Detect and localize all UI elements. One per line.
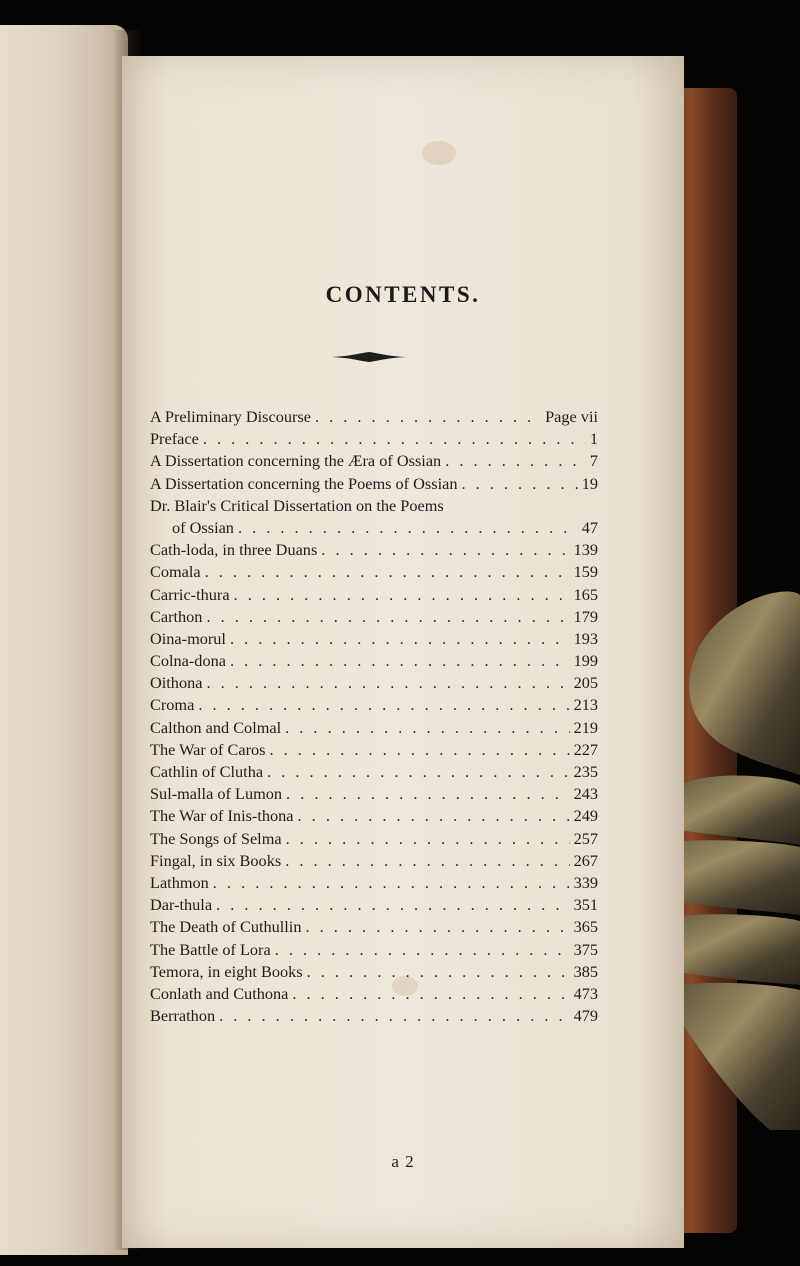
foxing-spot [422, 141, 456, 165]
toc-entry: The War of Inis-thona . . . 249 [150, 805, 598, 827]
toc-entry: Colna-dona . . . 199 [150, 650, 598, 672]
toc-entry: Carthon . . . 179 [150, 606, 598, 628]
toc-entry: Croma . . . 213 [150, 694, 598, 716]
toc-entry: A Preliminary Discourse . . . Page vii [150, 406, 598, 428]
toc-entry: Carric-thura . . . 165 [150, 584, 598, 606]
toc-entry: A Dissertation concerning the Æra of Ossian . . . 7 [150, 450, 598, 472]
table-of-contents [150, 406, 598, 1027]
toc-entry: The Death of Cuthullin . . . 365 [150, 916, 598, 938]
toc-entry: Dar-thula . . . 351 [150, 894, 598, 916]
toc-entry: Comala . . . 159 [150, 561, 598, 583]
toc-entry: Conlath and Cuthona . . . 473 [150, 983, 598, 1005]
toc-entry: Temora, in eight Books . . . 385 [150, 961, 598, 983]
horizontal-ornament-icon [332, 352, 406, 362]
toc-entry: Calthon and Colmal . . . 219 [150, 717, 598, 739]
toc-entry: The Songs of Selma . . . 257 [150, 828, 598, 850]
toc-entry: The Battle of Lora . . . 375 [150, 939, 598, 961]
toc-entry: A Dissertation concerning the Poems of Ossian . . . 19 [150, 473, 598, 495]
toc-entry: Cathlin of Clutha . . . 235 [150, 761, 598, 783]
toc-entry: The War of Caros . . . 227 [150, 739, 598, 761]
toc-entry: Oithona . . . 205 [150, 672, 598, 694]
contents-page [122, 56, 684, 1248]
toc-entry: Berrathon . . . 479 [150, 1005, 598, 1027]
contents-heading: CONTENTS. [325, 282, 481, 307]
toc-entry: Fingal, in six Books . . . 267 [150, 850, 598, 872]
toc-entry: Sul-malla of Lumon . . . 243 [150, 783, 598, 805]
toc-entry: Lathmon . . . 339 [150, 872, 598, 894]
signature-mark: a 2 [391, 1152, 415, 1171]
toc-entry: Oina-morul . . . 193 [150, 628, 598, 650]
toc-entry: Preface . . . 1 [150, 428, 598, 450]
toc-entry: Dr. Blair's Critical Dissertation on the Poems [150, 495, 444, 515]
toc-entry: of Ossian . . . 47 [150, 517, 598, 539]
toc-entry: Cath-loda, in three Duans . . . 139 [150, 539, 598, 561]
left-page [0, 25, 128, 1255]
